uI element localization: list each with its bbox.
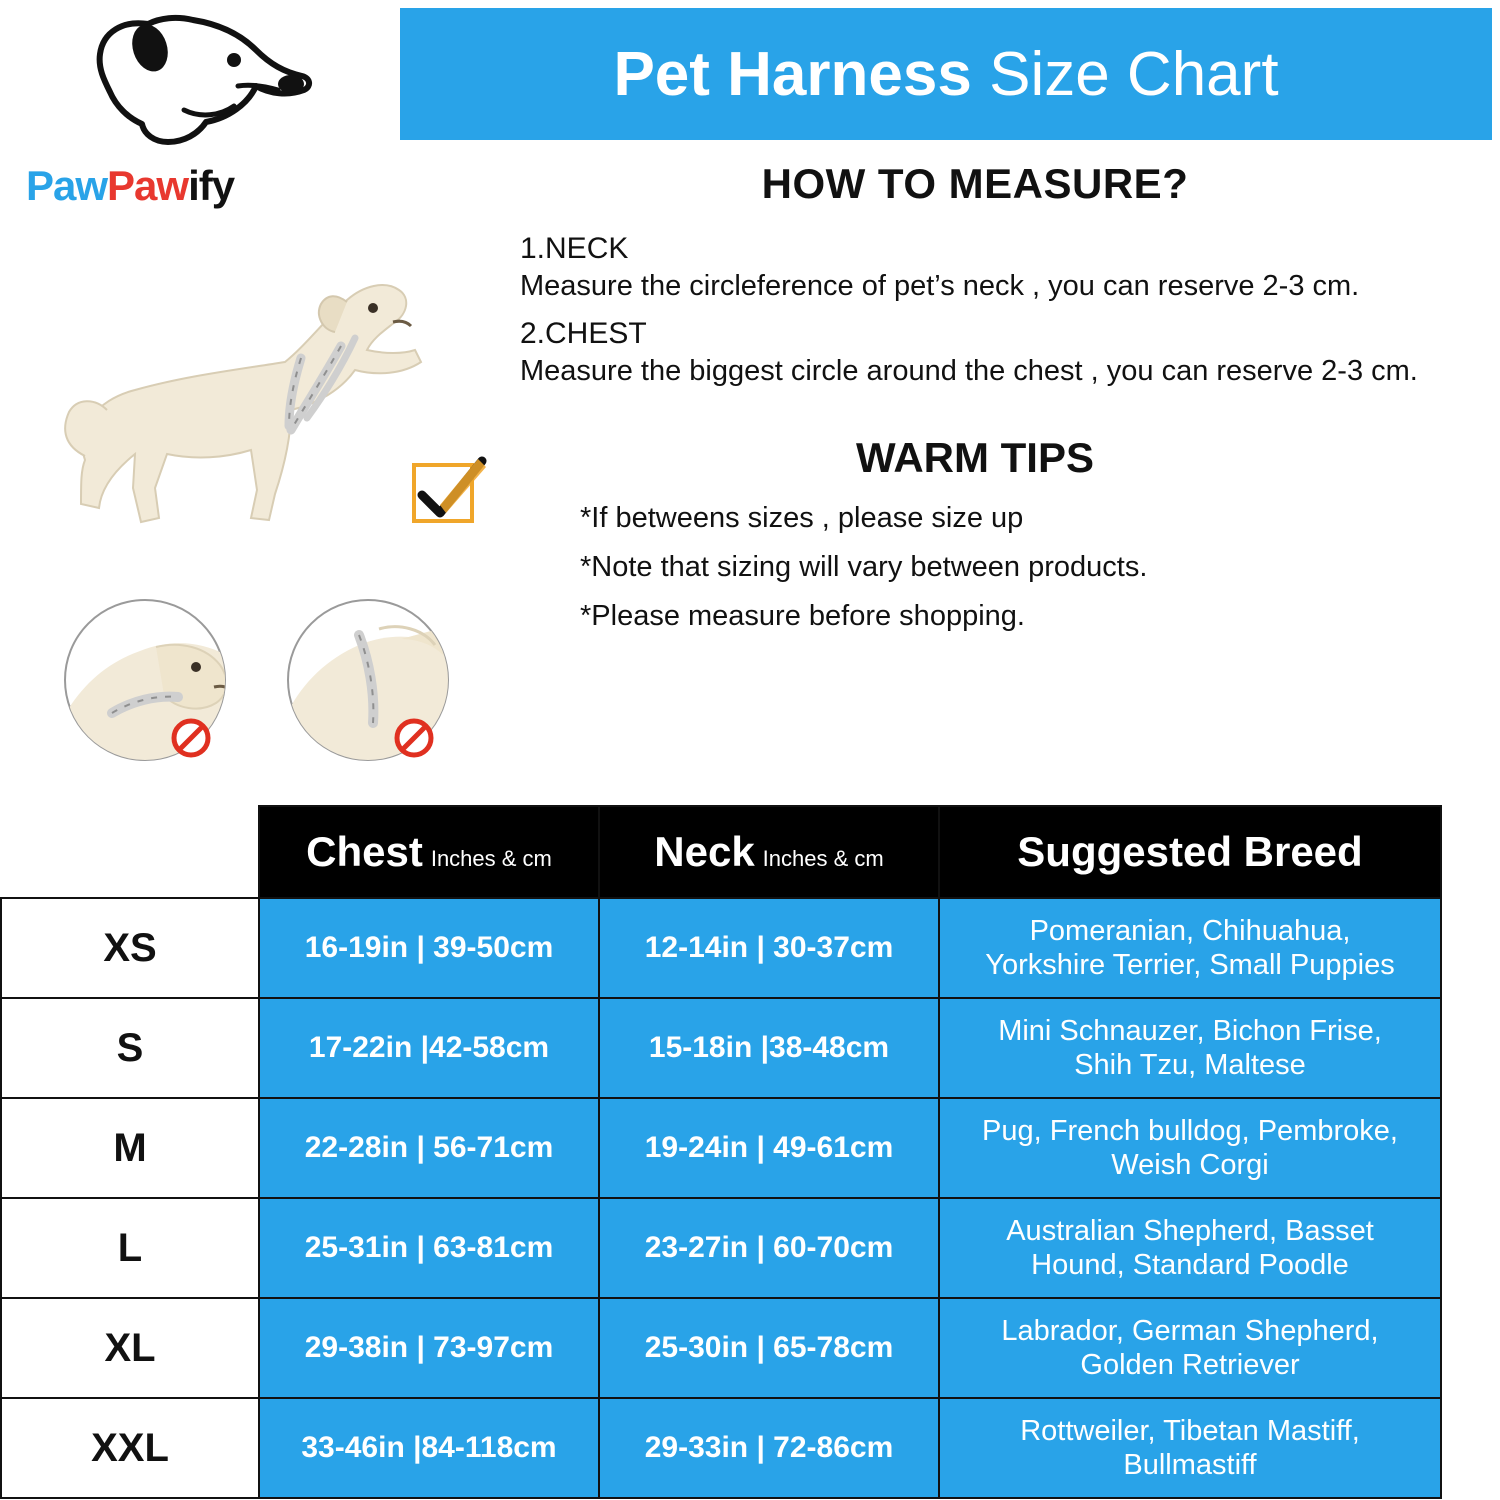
row-chest-l: 25-31in | 63-81cm [259,1198,599,1298]
row-breed-s-line1: Mini Schnauzer, Bichon Frise, [998,1014,1382,1047]
table-header-row [1,806,1441,898]
row-size-m: M [1,1098,259,1198]
row-breed-xxl-line2: Bullmastiff [1123,1449,1257,1481]
row-chest-xxl: 33-46in |84-118cm [259,1398,599,1498]
table-row [1,898,1441,998]
warm-tip-3: *Please measure before shopping. [580,600,1025,632]
row-breed-m-line2: Weish Corgi [1111,1149,1269,1181]
row-breed-l [939,1198,1441,1298]
row-breed-xl [939,1298,1441,1398]
warm-tip-1: *If betweens sizes , please size up [580,502,1024,534]
row-chest-m: 22-28in | 56-71cm [259,1098,599,1198]
row-chest-xl: 29-38in | 73-97cm [259,1298,599,1398]
row-breed-m [939,1098,1441,1198]
brand-name [26,162,234,210]
page-title [613,39,1278,110]
measure-step-2-description: Measure the biggest circle around the chest , you can reserve 2-3 cm. [520,355,1418,387]
instructions-panel [470,160,1480,649]
how-to-measure-heading: HOW TO MEASURE? [761,160,1189,207]
table-row [1,1098,1441,1198]
table-row [1,1298,1441,1398]
table-header-chest-label: Chest [306,828,423,875]
table-row [1,998,1441,1098]
row-neck-xl: 25-30in | 65-78cm [599,1298,939,1398]
row-breed-l-line1: Australian Shepherd, Basset [1006,1214,1374,1247]
page-title-bold: Pet Harness [613,39,990,109]
size-chart-table [0,805,1442,1499]
row-size-xxl: XXL [1,1398,259,1498]
row-size-xs: XS [1,898,259,998]
page-title-light: Size Chart [989,39,1279,109]
table-row [1,1198,1441,1298]
row-breed-xxl [939,1398,1441,1498]
dog-standing-with-harness-photo [55,250,475,590]
row-breed-xxl-line1: Rottweiler, Tibetan Mastiff, [1020,1414,1360,1447]
brand-logo [18,14,378,224]
row-breed-xs [939,898,1441,998]
row-neck-xxl: 29-33in | 72-86cm [599,1398,939,1498]
row-neck-l: 23-27in | 60-70cm [599,1198,939,1298]
row-size-s: S [1,998,259,1098]
warm-tips-heading: WARM TIPS [856,434,1094,481]
row-breed-s-line2: Shih Tzu, Maltese [1074,1049,1306,1081]
row-breed-m-line1: Pug, French bulldog, Pembroke, [982,1114,1398,1147]
row-neck-m: 19-24in | 49-61cm [599,1098,939,1198]
page-header [400,8,1492,140]
measure-step-2-label: 2.CHEST [520,317,647,350]
no-entry-icon [397,721,431,755]
row-neck-s: 15-18in |38-48cm [599,998,939,1098]
table-header-chest-units: Inches & cm [430,846,552,871]
dog-head-icon [88,14,318,164]
dog-back-measure-wrong-photo [283,595,453,765]
row-breed-xl-line2: Golden Retriever [1080,1349,1300,1381]
table-header-neck-units: Inches & cm [762,846,884,871]
row-breed-xs-line1: Pomeranian, Chihuahua, [1029,914,1351,947]
row-size-xl: XL [1,1298,259,1398]
row-chest-xs: 16-19in | 39-50cm [259,898,599,998]
table-header-breed-label: Suggested Breed [1017,828,1363,875]
table-header-size [1,806,259,898]
measure-step-1-description: Measure the circleference of pet’s neck , you can reserve 2-3 cm. [520,270,1360,302]
table-header-breed [939,806,1441,898]
measure-step-1-label: 1.NECK [520,232,629,265]
dog-neck-measure-wrong-photo [60,595,230,765]
row-breed-xs-line2: Yorkshire Terrier, Small Puppies [985,949,1395,981]
brand-name-part2: Paw [107,162,189,209]
no-entry-icon [174,721,208,755]
table-header-chest [259,806,599,898]
warm-tip-2: *Note that sizing will vary between products. [580,551,1148,583]
row-chest-s: 17-22in |42-58cm [259,998,599,1098]
table-row [1,1398,1441,1498]
brand-name-part1: Paw [26,162,108,209]
row-breed-l-line2: Hound, Standard Poodle [1031,1249,1349,1281]
row-breed-xl-line1: Labrador, German Shepherd, [1001,1314,1379,1347]
row-breed-s [939,998,1441,1098]
table-header-neck [599,806,939,898]
brand-name-part3: ify [188,162,235,209]
row-neck-xs: 12-14in | 30-37cm [599,898,939,998]
table-header-neck-label: Neck [654,828,755,875]
row-size-l: L [1,1198,259,1298]
